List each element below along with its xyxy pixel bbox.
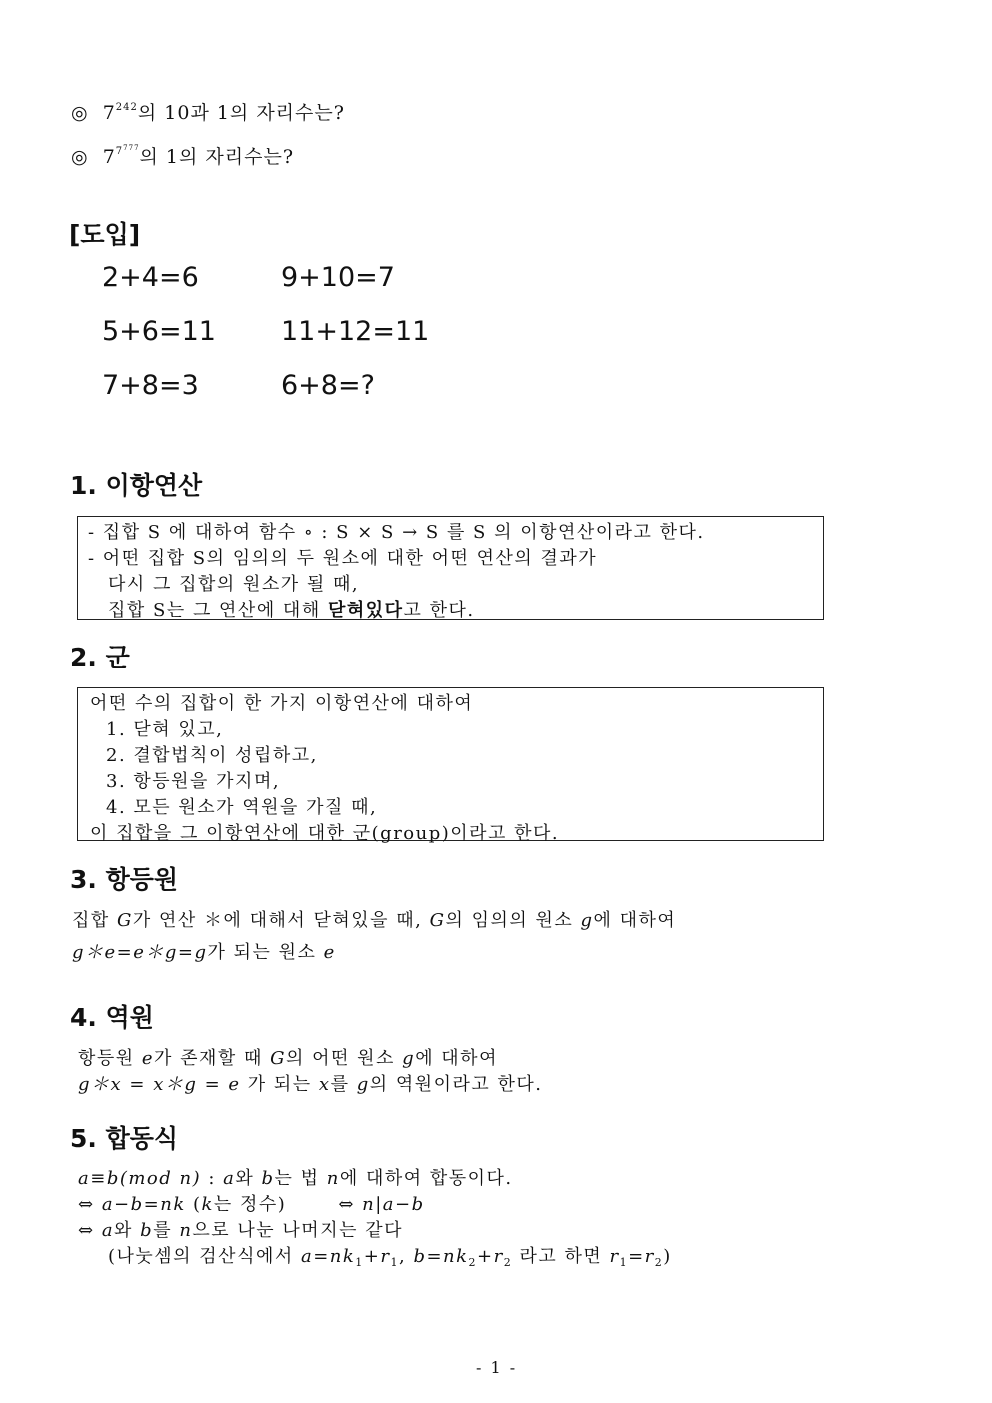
intro-eq-right-2: 11+12=11 [281,316,430,347]
section4-heading: 4. 역원 [70,1003,154,1032]
section3-line-2: g＊e=e＊g=g가 되는 원소 e [72,942,336,963]
section2-line-2: 1. 닫혀 있고, [106,719,224,740]
section4-line-2: g＊x = x＊g = e 가 되는 x를 g의 역원이라고 한다. [78,1074,543,1095]
intro-heading: [도입] [69,220,141,249]
intro-eq-left-3: 7+8=3 [102,370,199,401]
bullet-icon: ◎ [71,102,89,124]
section1-line-4: 집합 S는 그 연산에 대해 닫혀있다고 한다. [108,600,475,621]
section3-heading: 3. 항등원 [70,865,179,894]
closed-term: 닫혀있다 [327,600,404,621]
question-2 [71,142,294,169]
section2-line-6: 이 집합을 그 이항연산에 대한 군(group)이라고 한다. [90,823,560,844]
question-base: 7 [102,146,116,168]
section3-line-1: 집합 G가 연산 ＊에 대해서 닫혀있을 때, G의 임의의 원소 g에 대하여 [72,910,677,931]
section2-heading: 2. 군 [70,643,130,672]
question-exponent: 242 [115,102,138,113]
section5-line-2: ⇔ a−b=nk (k는 정수) ⇔ n|a−b [78,1194,425,1215]
page-number: - 1 - [476,1358,518,1377]
section2-line-4: 3. 항등원을 가지며, [106,771,281,792]
intro-eq-left-2: 5+6=11 [102,316,216,347]
section5-line-4: (나눗셈의 검산식에서 $a=nk_1+r_1$, $b=nk_2+r_2$ 라고 하면 $r_1=r_2$) [108,1246,672,1269]
bullet-icon: ◎ [71,146,89,168]
section2-line-1: 어떤 수의 집합이 한 가지 이항연산에 대하여 [90,693,474,714]
section5-line-3: ⇔ a와 b를 n으로 나눈 나머지는 같다 [78,1220,403,1241]
question-exponent: 7 [115,146,124,157]
question-1 [71,98,345,125]
section5-line-1: a≡b(mod n) : a와 b는 법 n에 대하여 합동이다. [78,1168,513,1189]
question-base: 7 [102,102,116,124]
question-text: 의 1의 자리수는? [139,146,295,168]
section1-line-1: - 집합 S 에 대하여 함수 ∘ : S × S → S 를 S 의 이항연산이라고 한다. [88,522,705,543]
question-exponent-2: 777 [123,144,140,152]
section2-line-3: 2. 결합법칙이 성립하고, [106,745,318,766]
intro-eq-right-1: 9+10=7 [281,262,395,293]
section5-heading: 5. 합동식 [70,1124,179,1153]
intro-eq-left-1: 2+4=6 [102,262,199,293]
intro-eq-right-3: 6+8=? [281,370,375,401]
question-text: 의 10과 1의 자리수는? [137,102,345,124]
section1-heading: 1. 이항연산 [70,471,203,500]
section1-line-3: 다시 그 집합의 원소가 될 때, [108,574,360,595]
section4-line-1: 항등원 e가 존재할 때 G의 어떤 원소 g에 대하여 [78,1048,498,1069]
section2-line-5: 4. 모든 원소가 역원을 가질 때, [106,797,378,818]
section1-line-2: - 어떤 집합 S의 임의의 두 원소에 대한 어떤 연산의 결과가 [88,548,598,569]
